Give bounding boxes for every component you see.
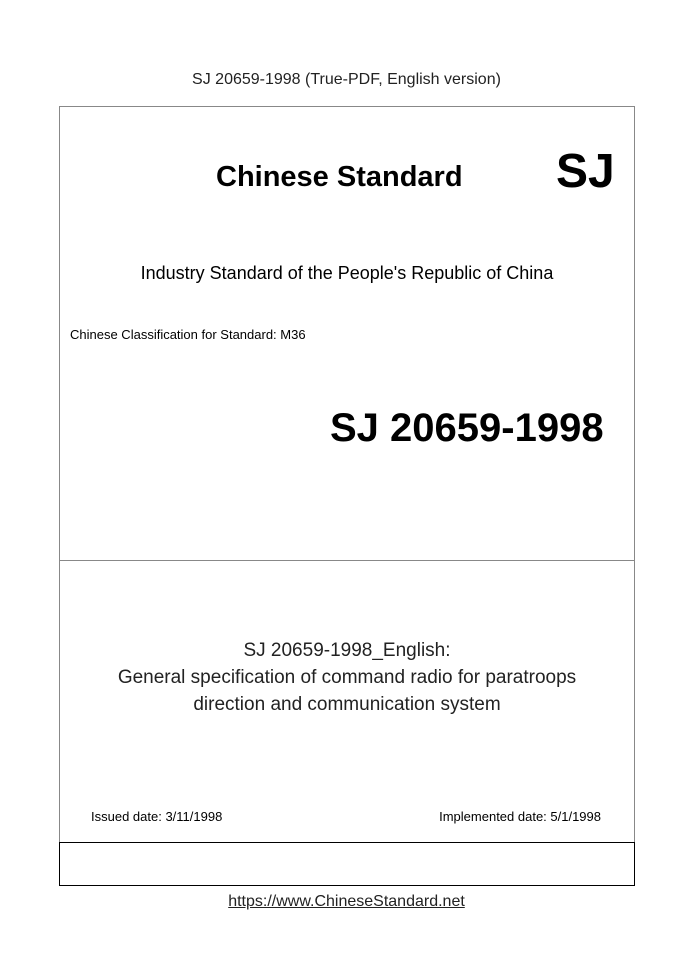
document-title-line-3: direction and communication system xyxy=(193,694,501,715)
sj-logo-text: SJ xyxy=(556,145,615,198)
industry-standard-line: Industry Standard of the People's Republic of China xyxy=(140,263,554,283)
classification-line: Chinese Classification for Standard: M36 xyxy=(70,327,306,342)
footer xyxy=(0,893,693,911)
document-title xyxy=(59,637,635,718)
implemented-date: Implemented date: 5/1/1998 xyxy=(439,809,601,824)
bottom-empty-box xyxy=(59,842,635,886)
document-title-line-2: General specification of command radio for paratroops xyxy=(117,667,577,688)
issued-date: Issued date: 3/11/1998 xyxy=(91,809,223,824)
document-title-line-1: SJ 20659-1998_English: xyxy=(243,640,451,661)
cover-heading: Chinese Standard xyxy=(216,161,463,193)
section-divider xyxy=(59,560,635,561)
standard-code: SJ 20659-1998 xyxy=(330,406,604,450)
page-header-title: SJ 20659-1998 (True-PDF, English version) xyxy=(192,71,501,88)
website-link[interactable]: https://www.ChineseStandard.net xyxy=(228,893,465,910)
cover-frame xyxy=(59,106,635,886)
